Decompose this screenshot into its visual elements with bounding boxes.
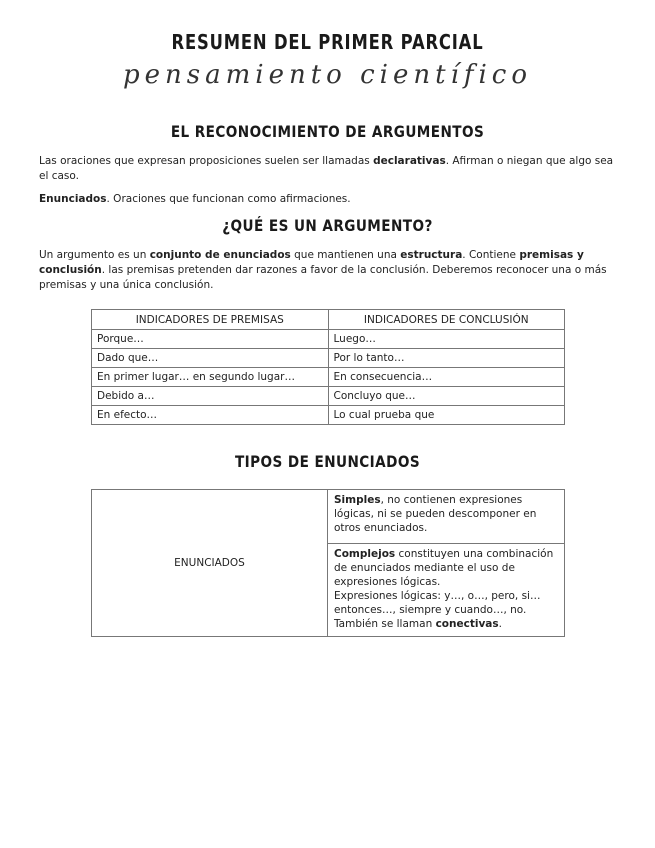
table-cell: Luego… [328, 330, 565, 349]
text: Expresiones lógicas: y…, o…, pero, si… entonces…, siempre y cuando…, no. [334, 590, 541, 616]
enunciados-label: ENUNCIADOS [92, 490, 328, 637]
text: . [498, 618, 502, 630]
table-row [92, 490, 565, 544]
bold-term: Simples [334, 494, 381, 506]
bold-term: estructura [400, 249, 463, 261]
table-row [92, 349, 565, 368]
simples-cell [328, 490, 565, 544]
table-row [92, 368, 565, 387]
table-cell: En consecuencia… [328, 368, 565, 387]
table-row [92, 406, 565, 425]
table-cell: En efecto… [92, 406, 329, 425]
text: , no contienen expresiones lógicas, ni se pueden descomponer en otros enunciados. [334, 494, 537, 534]
indicators-table [91, 309, 565, 425]
page-title: RESUMEN DEL PRIMER PARCIAL [171, 30, 484, 54]
section-heading-tipos: TIPOS DE ENUNCIADOS [234, 452, 421, 471]
bold-term: premisas y conclusión [39, 249, 584, 276]
text: constituyen una combinación de enunciados mediante el uso de expresiones lógicas. [334, 548, 554, 588]
text: Un argumento es un [39, 249, 150, 261]
bold-term: declarativas [373, 155, 446, 167]
section-heading-reconocimiento: EL RECONOCIMIENTO DE ARGUMENTOS [170, 122, 485, 141]
table-cell: Lo cual prueba que [328, 406, 565, 425]
table-row [92, 330, 565, 349]
table-cell: En primer lugar… en segundo lugar… [92, 368, 329, 387]
header-premisas: INDICADORES DE PREMISAS [92, 310, 329, 330]
text: que mantienen una [290, 249, 401, 261]
paragraph-argumento [39, 248, 619, 293]
bold-term: Complejos [334, 548, 396, 560]
complejos-cell [328, 544, 565, 637]
table-cell: Concluyo que… [328, 387, 565, 406]
bold-term: Enunciados [39, 193, 107, 205]
text: . Oraciones que funcionan como afirmaciones. [106, 193, 351, 205]
table-cell: Porque… [92, 330, 329, 349]
section-heading-argumento: ¿QUÉ ES UN ARGUMENTO? [222, 216, 433, 235]
bold-term: conectivas [435, 618, 499, 630]
table-cell: Dado que… [92, 349, 329, 368]
paragraph-enunciados [39, 192, 619, 207]
text: . las premisas pretenden dar razones a favor de la conclusión. Deberemos reconocer una o más premisas y una única conclusión. [39, 264, 607, 291]
page-subtitle: pensamiento científico [122, 60, 532, 90]
table-row [92, 387, 565, 406]
table-header-row [92, 310, 565, 330]
header-conclusion: INDICADORES DE CONCLUSIÓN [328, 310, 565, 330]
text: . Afirman o niegan que algo sea el caso. [39, 155, 614, 182]
table-cell: Debido a… [92, 387, 329, 406]
bold-term: conjunto de enunciados [149, 249, 291, 261]
text: . Contiene [462, 249, 520, 261]
table-cell: Por lo tanto… [328, 349, 565, 368]
tipos-table [91, 489, 565, 637]
text: Las oraciones que expresan proposiciones suelen ser llamadas [39, 155, 374, 167]
text: También se llaman [334, 618, 436, 630]
paragraph-declarativas [39, 154, 619, 184]
